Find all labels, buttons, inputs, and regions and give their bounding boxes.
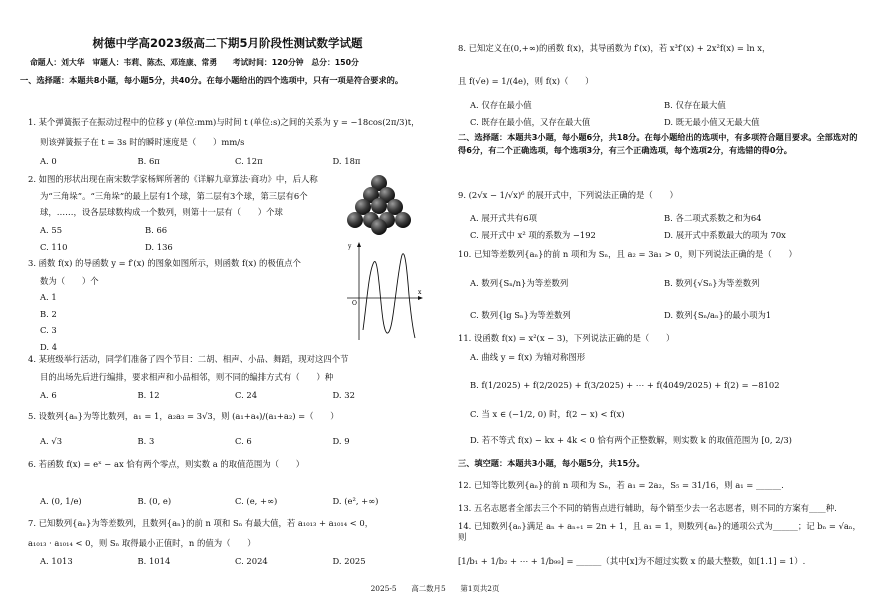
q8-stem2: 且 f(√e) = 1/(4e)，则 f(x)（ ） — [458, 75, 594, 86]
q11-option-c[interactable]: C. 当 x ∈ (−1/2, 0) 时，f(2 − x) < f(x) — [470, 408, 625, 419]
question-5 — [28, 411, 438, 446]
q7-option-b[interactable]: B. 1014 — [137, 556, 171, 566]
question-10 — [458, 249, 858, 321]
q6-option-b[interactable]: B. (0, e) — [137, 495, 172, 506]
q1-option-b[interactable]: B. 6π — [137, 156, 160, 166]
q2-option-c[interactable]: C. 110 — [40, 242, 68, 252]
q2-stem: 2. 如图的形状出现在南宋数学家杨辉所著的《详解九章算法·商功》中，后人称 — [28, 174, 318, 184]
q2-option-d[interactable]: D. 136 — [145, 242, 173, 252]
q5-option-c[interactable]: C. 6 — [235, 435, 252, 446]
q5-option-d[interactable]: D. 9 — [332, 435, 350, 446]
question-3 — [28, 258, 348, 352]
q6-option-c[interactable]: C. (e, +∞) — [235, 495, 278, 506]
q2-option-a[interactable]: A. 55 — [40, 224, 63, 235]
q12-stem: 12. 已知等比数列{aₙ}的前 n 项和为 Sₙ，若 a₁ = 2a₂，S₅ = 31/16，则 a₁ = ______. — [458, 480, 784, 490]
q14-stem2: [1/b₁ + 1/b₂ + ⋯ + 1/b₉₉] = ______（其中[x]为不超过实数 x 的最大整数，如[1.1] = 1）. — [458, 556, 806, 566]
q4-option-a[interactable]: A. 6 — [40, 390, 57, 400]
derivative-curve — [363, 254, 415, 338]
q7-stem: 7. 已知数列{aₙ}为等差数列，且数列{aₙ}的前 n 项和 Sₙ 有最大值，若 a₁₀₁₃ + a₁₀₁₄ < 0， — [28, 518, 374, 528]
q4-stem2: 目的出场先后进行编排，要求相声和小品相邻，则不同的编排方式有（ ）种 — [40, 371, 334, 382]
q8-option-c[interactable]: C. 既存在最小值，又存在最大值 — [470, 116, 591, 127]
q7-option-a[interactable]: A. 1013 — [40, 556, 73, 566]
q1-option-a[interactable]: A. 0 — [40, 156, 57, 166]
ball-pyramid-figure — [345, 174, 413, 236]
question-6 — [28, 459, 438, 506]
exam-info: 命题人：刘大华 审题人：韦莉、陈杰、邓连康、常勇 考试时间：120分钟 总分：150分 — [30, 58, 359, 68]
q10-option-c[interactable]: C. 数列{lg Sₙ}为等差数列 — [470, 310, 571, 320]
q6-stem: 6. 若函数 f(x) = eˣ − ax 恰有两个零点，则实数 a 的取值范围为（ ） — [28, 459, 305, 469]
question-2 — [28, 174, 363, 253]
graph-label-x: x — [418, 289, 422, 296]
question-7 — [28, 518, 438, 567]
q8-option-d[interactable]: D. 既无最小值又无最大值 — [664, 116, 760, 127]
q10-stem: 10. 已知等差数列{aₙ}的前 n 项和为 Sₙ，且 a₂ = 3a₁ > 0，则下列说法正确的是（ ） — [458, 249, 797, 259]
q9-option-a[interactable]: A. 展开式共有6项 — [470, 212, 537, 223]
q10-option-b[interactable]: B. 数列{√Sₙ}为等差数列 — [664, 277, 760, 288]
q6-option-d[interactable]: D. (e², +∞) — [332, 495, 379, 506]
question-13 — [458, 503, 863, 514]
page-footer: 2025-5 高二数月5 第1页共2页 — [370, 584, 500, 593]
q1-stem: 1. 某个弹簧振子在振动过程中的位移 y (单位:mm)与时间 t (单位:s)之间的关系为 y = −18cos(2π/3)t， — [28, 117, 420, 127]
section-2-heading: 二、选择题：本题共3小题，每小题6分，共18分。在每小题给出的选项中，有多项符合题目要求。全部选对的得6分，有二个正确选项，每个选项3分，有三个正确选项，每个选项2分，有选错的得0分。 — [458, 132, 858, 155]
q3-stem2: 数为（ ）个 — [40, 275, 99, 286]
q4-option-d[interactable]: D. 32 — [332, 390, 355, 400]
q8-stem: 8. 已知定义在(0,+∞)的函数 f(x)，其导函数为 f′(x)，若 x³f′(x) + 2x²f(x) = ln x， — [458, 43, 771, 53]
q13-stem: 13. 五名志愿者全部去三个不同的销售点进行辅助，每个销至少去一名志愿者，则不同的方案有____种. — [458, 503, 837, 513]
q4-stem: 4. 某班级举行活动，同学们准备了四个节目：二胡、相声、小品、舞蹈，现对这四个节 — [28, 354, 349, 364]
q10-option-d[interactable]: D. 数列{Sₙ/aₙ}的最小项为1 — [664, 310, 772, 320]
section-3-heading: 三、填空题：本题共3小题，每小题5分，共15分。 — [458, 458, 645, 468]
graph-label-y: y — [348, 243, 352, 250]
q7-option-c[interactable]: C. 2024 — [235, 556, 268, 566]
q4-option-b[interactable]: B. 12 — [137, 390, 160, 400]
q9-stem: 9. (2√x − 1/√x)⁶ 的展开式中，下列说法正确的是（ ） — [458, 190, 678, 200]
q9-option-d[interactable]: D. 展开式中系数最大的项为 70x — [664, 230, 786, 240]
left-column — [20, 0, 435, 87]
q4-option-c[interactable]: C. 24 — [235, 390, 258, 400]
q7-option-d[interactable]: D. 2025 — [332, 556, 366, 566]
section-1-heading: 一、选择题：本题共8小题，每小题5分，共40分。在每小题给出的四个选项中，只有一项是符合要求的。 — [20, 75, 404, 86]
q10-option-a[interactable]: A. 数列{Sₙ/n}为等差数列 — [470, 277, 569, 288]
q2-option-b[interactable]: B. 66 — [145, 224, 168, 235]
q3-option-c[interactable]: C. 3 — [40, 325, 57, 335]
q2-stem3: 球，……，设各层球数构成一个数列，则第十一层有（ ）个球 — [40, 207, 283, 217]
q9-option-c[interactable]: C. 展开式中 x² 项的系数为 −192 — [470, 230, 596, 240]
q11-option-a[interactable]: A. 曲线 y = f(x) 为轴对称图形 — [470, 351, 586, 362]
q5-stem: 5. 设数列{aₙ}为等比数列，a₁ = 1，a₂a₃ = 3√3，则 (a₁+a₄)/(a₁+a₂) =（ ） — [28, 411, 339, 421]
q5-option-b[interactable]: B. 3 — [137, 435, 155, 446]
q11-option-d[interactable]: D. 若不等式 f(x) − kx + 4k < 0 恰有两个正整数解，则实数 k 的取值范围为 [0, 2/3) — [470, 435, 792, 445]
q11-option-b[interactable]: B. f(1/2025) + f(2/2025) + f(3/2025) + ⋯ + f(4049/2025) + f(2) = −8102 — [470, 380, 780, 390]
q3-option-b[interactable]: B. 2 — [40, 308, 57, 319]
q3-option-d[interactable]: D. 4 — [40, 341, 58, 352]
page-title: 树德中学高2023级高二下期5月阶段性测试数学试题 — [92, 36, 363, 50]
q6-option-a[interactable]: A. (0, 1/e) — [40, 495, 82, 506]
q3-option-a[interactable]: A. 1 — [40, 292, 57, 302]
question-11 — [458, 333, 863, 446]
q7-stem2: a₁₀₁₃ · a₁₀₁₄ < 0，则 Sₙ 取得最小正值时，n 的值为（ ） — [28, 537, 256, 548]
q11-stem: 11. 设函数 f(x) = x²(x − 3)，下列说法正确的是（ ） — [458, 333, 675, 343]
q9-option-b[interactable]: B. 各二项式系数之和为64 — [664, 212, 762, 223]
q5-option-a[interactable]: A. √3 — [40, 435, 63, 446]
question-4 — [28, 354, 438, 401]
question-8 — [458, 43, 858, 127]
q14-stem: 14. 已知数列{aₙ}满足 aₙ + aₙ₊₁ = 2n + 1，且 a₁ = 1，则数列{aₙ}的通项公式为______；记 bₙ = √aₙ，则 — [458, 521, 861, 542]
derivative-graph — [345, 240, 425, 345]
q1-stem2: 则该弹簧振子在 t = 3s 时的瞬时速度是（ ）mm/s — [40, 136, 245, 147]
question-14 — [458, 521, 863, 567]
graph-label-origin: O — [352, 300, 357, 307]
question-12 — [458, 480, 858, 491]
q3-stem: 3. 函数 f(x) 的导函数 y = f′(x) 的图象如图所示，则函数 f(x) 的极值点个 — [28, 258, 301, 268]
q1-option-c[interactable]: C. 12π — [235, 156, 263, 166]
q2-stem2: 为“三角垛”。“三角垛”的最上层有1个球，第二层有3个球，第三层有6个 — [40, 190, 308, 201]
question-1 — [28, 117, 438, 167]
q1-option-d[interactable]: D. 18π — [332, 156, 361, 166]
q8-option-a[interactable]: A. 仅存在最小值 — [470, 100, 532, 110]
q8-option-b[interactable]: B. 仅存在最大值 — [664, 100, 726, 110]
question-9 — [458, 190, 858, 241]
pyramid-balls — [347, 175, 411, 235]
